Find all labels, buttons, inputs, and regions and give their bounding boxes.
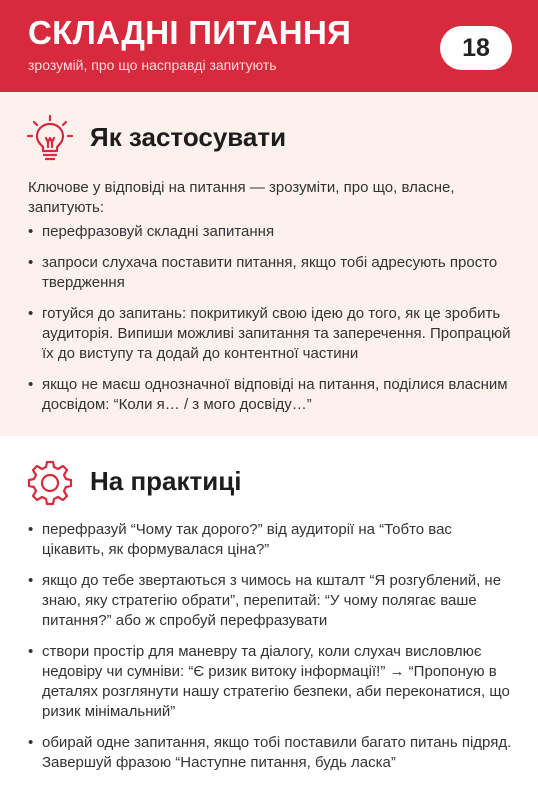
page-subtitle: зрозумій, про що насправді запитують <box>28 57 277 73</box>
practice-list <box>28 520 518 784</box>
list-item: • запроси слухача поставити питання, якщо тобі адресують просто твердження <box>28 253 518 293</box>
header-banner <box>0 0 538 92</box>
page-number-badge: 18 <box>440 26 512 70</box>
list-item: • якщо до тебе звертаються з чимось на кшталт “Я розгублений, не знаю, яку стратегію обрати”, перепитай: “У чому полягає ваше питання?” або ж спробуй перефразувати <box>28 571 518 631</box>
apply-section <box>0 92 538 436</box>
apply-list <box>28 222 518 426</box>
list-item: • перефразуй “Чому так дорого?” від аудиторії на “Тобто вас цікавить, як формувалася ціна?” <box>28 520 518 560</box>
lightbulb-icon <box>26 114 74 162</box>
page-title: СКЛАДНІ ПИТАННЯ <box>28 14 352 51</box>
practice-section <box>0 436 538 800</box>
list-item: • перефразовуй складні запитання <box>28 222 518 242</box>
list-item: • готуйся до запитань: покритикуй свою ідею до того, як це зробить аудиторія. Випиши можливі запитання та заперечення. Пропрацюй їх до виступу та додай до контентної частини <box>28 304 518 364</box>
gear-icon <box>26 458 74 506</box>
apply-intro-text: Ключове у відповіді на питання — зрозуміти, про що, власне, запитують: <box>28 179 455 216</box>
list-item: • створи простір для маневру та діалогу, коли слухач висловлює недовіру чи сумніви: “Є ризик витоку інформації!” → “Пропоную в деталях розглянути нашу стратегію безпеки, аби переконатися, що ризик мінімальний” <box>28 642 518 722</box>
practice-section-title: На практиці <box>90 466 242 496</box>
apply-section-title: Як застосувати <box>90 122 287 152</box>
list-item: • якщо не маєш однозначної відповіді на питання, поділися власним досвідом: “Коли я… / з мого досвіду…” <box>28 375 518 415</box>
list-item: • обирай одне запитання, якщо тобі поставили багато питань підряд. Завершуй фразою “Наступне питання, будь ласка” <box>28 733 518 773</box>
